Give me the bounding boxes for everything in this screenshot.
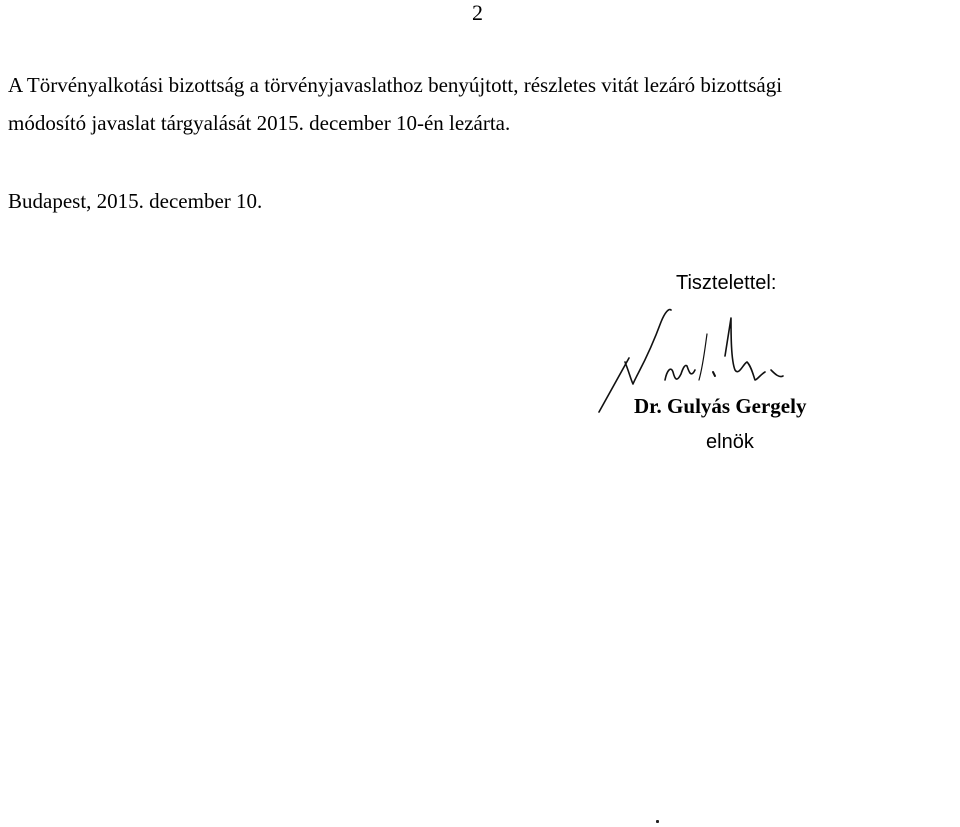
- signer-title: elnök: [706, 431, 754, 453]
- body-line-1: A Törvényalkotási bizottság a törvényjavaslathoz benyújtott, részletes vitát lezáró bizottsági: [8, 73, 783, 97]
- scan-speck: [656, 820, 659, 823]
- signer-name: Dr. Gulyás Gergely: [634, 394, 807, 418]
- body-paragraph: [8, 66, 960, 142]
- place-and-date: Budapest, 2015. december 10.: [8, 189, 263, 213]
- body-line-2: módosító javaslat tárgyalását 2015. december 10-én lezárta.: [8, 111, 511, 135]
- page-number: 2: [472, 0, 483, 25]
- closing-greeting: Tisztelettel:: [676, 272, 777, 294]
